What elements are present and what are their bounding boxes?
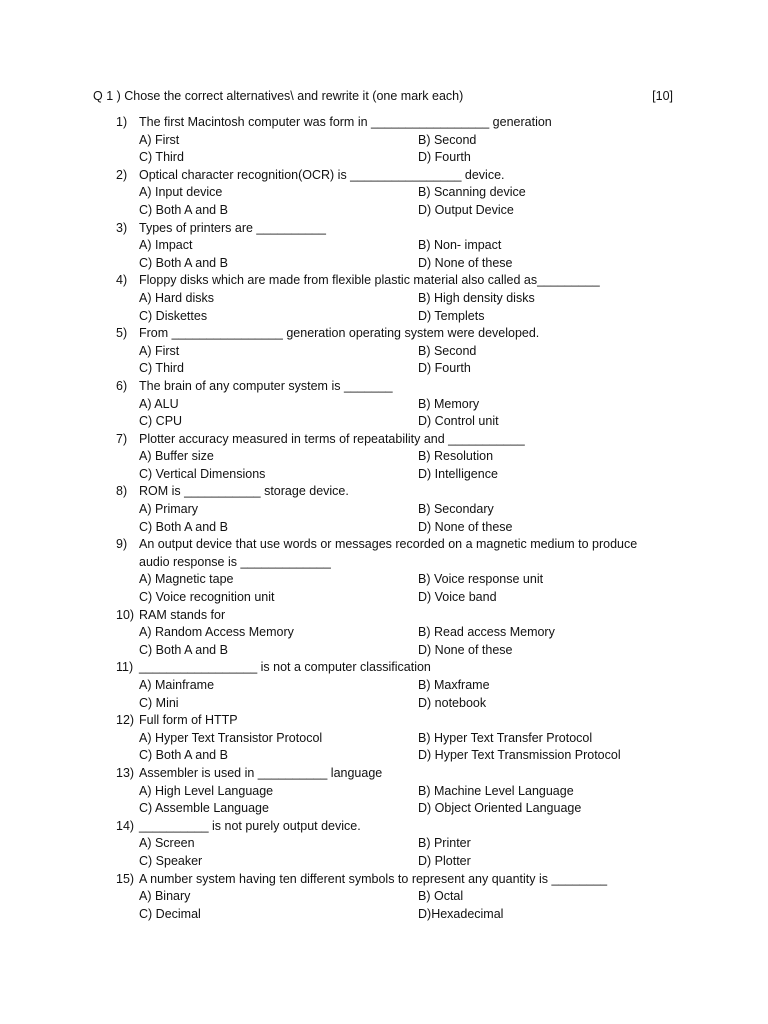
option-choice: C) Mini bbox=[139, 695, 179, 710]
option-choice: C) CPU bbox=[139, 414, 183, 429]
option-choice: D) Output Device bbox=[418, 202, 514, 217]
question-item bbox=[116, 607, 676, 660]
question-text: The brain of any computer system is _______ bbox=[139, 378, 393, 393]
section-heading bbox=[93, 88, 673, 105]
question-item bbox=[116, 272, 676, 325]
question-text: __________ is not purely output device. bbox=[139, 818, 361, 833]
question-number: 1) bbox=[116, 115, 128, 129]
option-row bbox=[116, 730, 676, 748]
option-choice: B) Read access Memory bbox=[418, 625, 555, 640]
option-choice: D) None of these bbox=[418, 255, 513, 270]
question-item bbox=[116, 765, 676, 818]
option-choice: A) Hyper Text Transistor Protocol bbox=[139, 730, 323, 745]
question-text: Types of printers are __________ bbox=[139, 220, 326, 235]
option-choice: C) Third bbox=[139, 150, 184, 165]
option-choice: C) Voice recognition unit bbox=[139, 590, 275, 605]
option-row bbox=[116, 255, 676, 273]
question-line bbox=[116, 871, 676, 889]
option-choice: C) Diskettes bbox=[139, 308, 208, 323]
option-choice: B) High density disks bbox=[418, 290, 535, 305]
option-choice: D) Object Oriented Language bbox=[418, 801, 582, 816]
question-number: 7) bbox=[116, 431, 128, 446]
option-choice: C) Both A and B bbox=[139, 642, 228, 657]
question-text: The first Macintosh computer was form in _________________ generation bbox=[139, 115, 552, 129]
question-text: _________________ is not a computer classification bbox=[139, 660, 431, 675]
question-text: A number system having ten different symbols to represent any quantity is ________ bbox=[139, 871, 608, 886]
question-item bbox=[116, 167, 676, 220]
question-line bbox=[116, 114, 676, 132]
option-choice: A) Mainframe bbox=[139, 678, 215, 692]
option-row bbox=[116, 413, 676, 431]
question-item bbox=[116, 712, 676, 765]
option-row bbox=[116, 501, 676, 519]
option-row bbox=[116, 589, 676, 607]
option-row bbox=[116, 695, 676, 713]
question-item bbox=[116, 818, 676, 871]
question-line bbox=[116, 818, 676, 836]
question-text: Plotter accuracy measured in terms of repeatability and ___________ bbox=[139, 431, 525, 446]
question-text-continued: audio response is _____________ bbox=[139, 554, 331, 569]
question-number: 6) bbox=[116, 378, 128, 393]
option-choice: B) Hyper Text Transfer Protocol bbox=[418, 730, 593, 745]
option-choice: D) Intelligence bbox=[418, 466, 498, 481]
question-line bbox=[116, 220, 676, 238]
question-item bbox=[116, 871, 676, 924]
question-list bbox=[116, 114, 676, 923]
option-choice: B) Memory bbox=[418, 396, 480, 411]
option-choice: D) None of these bbox=[418, 642, 513, 657]
question-number: 14) bbox=[116, 818, 135, 833]
question-number: 10) bbox=[116, 607, 135, 622]
option-choice: D) Plotter bbox=[418, 853, 471, 868]
option-choice: C) Both A and B bbox=[139, 202, 228, 217]
option-row bbox=[116, 677, 676, 695]
option-choice: B) Printer bbox=[418, 836, 471, 851]
option-row bbox=[116, 906, 676, 924]
option-choice: B) Second bbox=[418, 343, 477, 358]
section-title: Q 1 ) Chose the correct alternatives\ and rewrite it (one mark each) bbox=[93, 89, 464, 103]
option-row bbox=[116, 184, 676, 202]
question-text: Optical character recognition(OCR) is ________________ device. bbox=[139, 167, 505, 182]
question-text: From ________________ generation operating system were developed. bbox=[139, 326, 540, 341]
question-number: 3) bbox=[116, 220, 128, 235]
option-row bbox=[116, 290, 676, 308]
option-row bbox=[116, 888, 676, 906]
option-choice: D)Hexadecimal bbox=[418, 906, 504, 921]
question-item bbox=[116, 378, 676, 431]
option-choice: D) Control unit bbox=[418, 414, 499, 429]
question-number: 15) bbox=[116, 871, 135, 886]
question-number: 8) bbox=[116, 484, 128, 499]
option-choice: A) Screen bbox=[139, 836, 195, 851]
option-choice: A) First bbox=[139, 343, 180, 358]
question-text: An output device that use words or messages recorded on a magnetic medium to produce bbox=[139, 537, 638, 552]
question-number: 2) bbox=[116, 167, 128, 182]
question-number: 11) bbox=[116, 660, 134, 675]
question-line bbox=[116, 272, 676, 290]
question-line bbox=[116, 431, 676, 449]
question-line bbox=[116, 765, 676, 783]
option-row bbox=[116, 800, 676, 818]
question-line bbox=[116, 659, 676, 677]
question-text: Floppy disks which are made from flexible plastic material also called as_________ bbox=[139, 273, 600, 288]
option-choice: A) Binary bbox=[139, 889, 191, 904]
option-choice: A) Buffer size bbox=[139, 449, 214, 464]
option-row bbox=[116, 519, 676, 537]
question-number: 12) bbox=[116, 713, 135, 728]
option-row bbox=[116, 308, 676, 326]
marks-label: [10] bbox=[652, 89, 673, 103]
option-choice: D) None of these bbox=[418, 519, 513, 534]
question-item bbox=[116, 325, 676, 378]
option-choice: B) Resolution bbox=[418, 449, 494, 464]
option-row bbox=[116, 835, 676, 853]
option-choice: A) ALU bbox=[139, 396, 179, 411]
option-row bbox=[116, 624, 676, 642]
option-row bbox=[116, 237, 676, 255]
option-choice: A) Random Access Memory bbox=[139, 625, 294, 640]
question-line bbox=[116, 712, 676, 730]
option-choice: C) Both A and B bbox=[139, 748, 228, 763]
option-choice: A) Input device bbox=[139, 185, 223, 200]
option-choice: D) Voice band bbox=[418, 590, 497, 605]
question-item bbox=[116, 659, 676, 712]
question-number: 9) bbox=[116, 537, 128, 552]
question-item bbox=[116, 220, 676, 273]
option-choice: C) Speaker bbox=[139, 853, 203, 868]
question-item bbox=[116, 483, 676, 536]
option-row bbox=[116, 571, 676, 589]
question-text: RAM stands for bbox=[139, 607, 226, 622]
option-choice: C) Both A and B bbox=[139, 519, 228, 534]
question-line bbox=[116, 607, 676, 625]
option-choice: D) Hyper Text Transmission Protocol bbox=[418, 748, 621, 763]
option-choice: C) Assemble Language bbox=[139, 801, 269, 816]
question-item bbox=[116, 114, 676, 167]
option-choice: A) Hard disks bbox=[139, 290, 215, 305]
question-number: 5) bbox=[116, 326, 128, 341]
option-choice: B) Machine Level Language bbox=[418, 783, 574, 798]
option-row bbox=[116, 360, 676, 378]
option-row bbox=[116, 853, 676, 871]
question-text: ROM is ___________ storage device. bbox=[139, 484, 349, 499]
option-choice: C) Both A and B bbox=[139, 255, 228, 270]
option-choice: B) Second bbox=[418, 132, 477, 147]
option-choice: A) High Level Language bbox=[139, 783, 274, 798]
option-choice: B) Secondary bbox=[418, 502, 494, 517]
question-item bbox=[116, 536, 676, 606]
option-row bbox=[116, 343, 676, 361]
option-choice: B) Non- impact bbox=[418, 238, 502, 253]
option-row bbox=[116, 202, 676, 220]
option-choice: D) Fourth bbox=[418, 361, 471, 376]
option-row bbox=[116, 448, 676, 466]
question-line bbox=[116, 536, 676, 554]
option-choice: B) Maxframe bbox=[418, 678, 490, 692]
option-choice: A) Primary bbox=[139, 502, 199, 517]
question-item bbox=[116, 431, 676, 484]
option-choice: B) Octal bbox=[418, 889, 464, 904]
option-row bbox=[116, 783, 676, 801]
question-number: 13) bbox=[116, 765, 135, 780]
option-row bbox=[116, 149, 676, 167]
question-line bbox=[116, 483, 676, 501]
option-choice: D) Fourth bbox=[418, 150, 471, 165]
option-choice: A) Impact bbox=[139, 238, 193, 253]
option-choice: D) Templets bbox=[418, 308, 485, 323]
option-choice: C) Decimal bbox=[139, 906, 201, 921]
option-row bbox=[116, 642, 676, 660]
option-row bbox=[116, 132, 676, 150]
question-line bbox=[116, 378, 676, 396]
option-choice: A) First bbox=[139, 132, 180, 147]
question-line bbox=[116, 325, 676, 343]
option-row bbox=[116, 466, 676, 484]
option-choice: C) Vertical Dimensions bbox=[139, 466, 266, 481]
option-choice: B) Voice response unit bbox=[418, 572, 544, 587]
option-row bbox=[116, 747, 676, 765]
option-choice: C) Third bbox=[139, 361, 184, 376]
option-choice: A) Magnetic tape bbox=[139, 572, 234, 587]
question-line bbox=[116, 167, 676, 185]
question-number: 4) bbox=[116, 273, 128, 288]
option-choice: B) Scanning device bbox=[418, 185, 526, 200]
question-text: Full form of HTTP bbox=[139, 713, 238, 728]
option-choice: D) notebook bbox=[418, 695, 487, 710]
question-text: Assembler is used in __________ language bbox=[139, 765, 383, 780]
option-row bbox=[116, 396, 676, 414]
